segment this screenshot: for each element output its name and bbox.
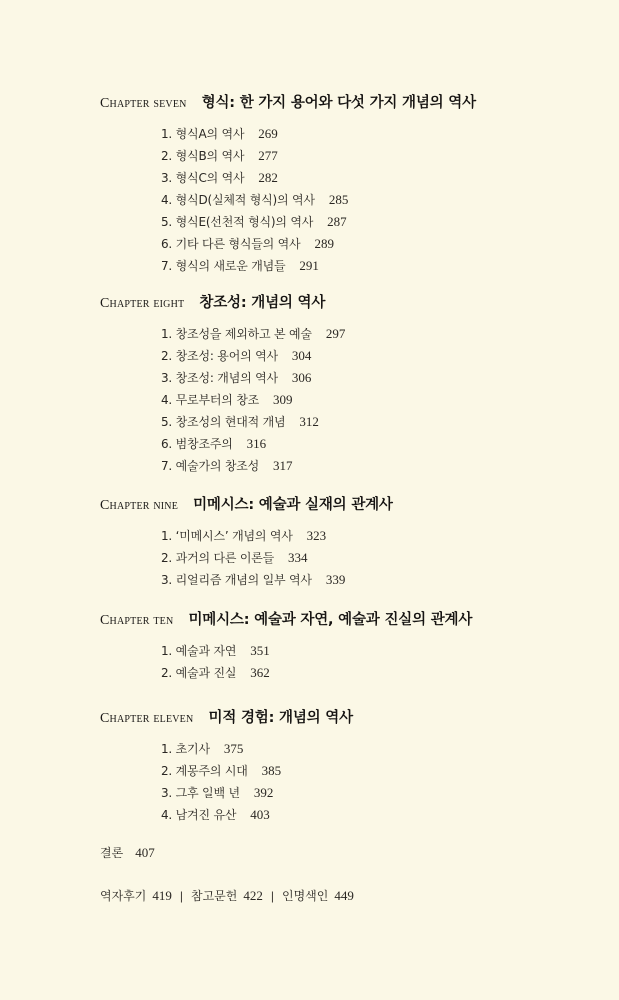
toc-entry[interactable] bbox=[161, 525, 600, 547]
toc-entry[interactable] bbox=[161, 662, 600, 684]
entry-page-number: 291 bbox=[299, 258, 319, 273]
chapter-ten bbox=[100, 607, 600, 684]
toc-entry[interactable] bbox=[161, 189, 600, 211]
section-list bbox=[100, 640, 600, 684]
entry-page-number: 282 bbox=[258, 170, 278, 185]
back-matter-line bbox=[100, 885, 354, 907]
entry-title: 1. ‘미메시스’ 개념의 역사 bbox=[161, 529, 293, 543]
toc-entry[interactable] bbox=[161, 345, 600, 367]
toc-entry[interactable] bbox=[161, 455, 600, 477]
entry-page-number: 277 bbox=[258, 148, 278, 163]
section-list bbox=[100, 123, 600, 277]
chapter-label: Chapter eleven bbox=[100, 711, 194, 726]
chapter-heading bbox=[100, 607, 600, 631]
chapter-nine bbox=[100, 492, 600, 591]
entry-page-number: 312 bbox=[299, 414, 319, 429]
toc-entry[interactable] bbox=[161, 760, 600, 782]
bibliography-page: 422 bbox=[243, 888, 263, 903]
toc-entry[interactable] bbox=[161, 211, 600, 233]
entry-title: 1. 초기사 bbox=[161, 742, 210, 756]
chapter-eleven bbox=[100, 705, 600, 826]
toc-entry[interactable] bbox=[161, 367, 600, 389]
entry-page-number: 289 bbox=[314, 236, 334, 251]
separator: | bbox=[179, 889, 183, 903]
back-matter-entry[interactable] bbox=[100, 889, 172, 903]
toc-entry[interactable] bbox=[161, 569, 600, 591]
entry-title: 2. 과거의 다른 이론들 bbox=[161, 551, 275, 565]
translator-afterword-page: 419 bbox=[152, 888, 172, 903]
entry-page-number: 323 bbox=[306, 528, 327, 543]
entry-page-number: 334 bbox=[288, 550, 308, 565]
entry-page-number: 287 bbox=[327, 214, 347, 229]
toc-entry[interactable] bbox=[161, 167, 600, 189]
toc-entry[interactable] bbox=[161, 547, 600, 569]
entry-title: 7. 예술가의 창조성 bbox=[161, 459, 260, 473]
entry-title: 3. 형식C의 역사 bbox=[161, 171, 245, 185]
toc-entry[interactable] bbox=[161, 411, 600, 433]
toc-entry[interactable] bbox=[161, 433, 600, 455]
chapter-seven bbox=[100, 90, 600, 277]
entry-title: 1. 형식A의 역사 bbox=[161, 127, 245, 141]
conclusion-title: 결론 bbox=[100, 846, 124, 860]
toc-entry[interactable] bbox=[161, 123, 600, 145]
chapter-title[interactable]: 형식: 한 가지 용어와 다섯 가지 개념의 역사 bbox=[201, 95, 476, 111]
entry-title: 1. 예술과 자연 bbox=[161, 644, 237, 658]
chapter-label: Chapter seven bbox=[100, 96, 187, 111]
conclusion-entry[interactable] bbox=[100, 843, 155, 863]
entry-page-number: 375 bbox=[223, 741, 244, 756]
name-index-page: 449 bbox=[334, 888, 354, 903]
entry-page-number: 309 bbox=[273, 392, 293, 407]
toc-entry[interactable] bbox=[161, 323, 600, 345]
chapter-heading bbox=[100, 492, 600, 516]
entry-title: 2. 형식B의 역사 bbox=[161, 149, 245, 163]
entry-title: 1. 창조성을 제외하고 본 예술 bbox=[161, 327, 312, 341]
chapter-label: Chapter eight bbox=[100, 296, 185, 311]
chapter-title[interactable]: 창조성: 개념의 역사 bbox=[199, 295, 326, 311]
entry-page-number: 403 bbox=[250, 807, 270, 822]
entry-title: 3. 그후 일백 년 bbox=[161, 786, 240, 800]
entry-title: 2. 창조성: 용어의 역사 bbox=[161, 349, 278, 363]
entry-page-number: 306 bbox=[291, 370, 312, 385]
toc-entry[interactable] bbox=[161, 738, 600, 760]
entry-page-number: 351 bbox=[250, 643, 270, 658]
chapter-title[interactable]: 미메시스: 예술과 자연, 예술과 진실의 관계사 bbox=[188, 612, 473, 628]
chapter-heading bbox=[100, 290, 600, 314]
chapter-eight bbox=[100, 290, 600, 477]
entry-title: 4. 무로부터의 창조 bbox=[161, 393, 260, 407]
back-matter-entry[interactable] bbox=[282, 889, 354, 903]
back-matter-entry[interactable] bbox=[191, 889, 263, 903]
toc-entry[interactable] bbox=[161, 804, 600, 826]
entry-page-number: 339 bbox=[325, 572, 346, 587]
entry-page-number: 297 bbox=[325, 326, 346, 341]
entry-title: 3. 리얼리즘 개념의 일부 역사 bbox=[161, 573, 312, 587]
chapter-heading bbox=[100, 705, 600, 729]
entry-page-number: 362 bbox=[250, 665, 270, 680]
entry-page-number: 392 bbox=[253, 785, 274, 800]
toc-entry[interactable] bbox=[161, 145, 600, 167]
entry-page-number: 316 bbox=[246, 436, 267, 451]
entry-page-number: 385 bbox=[261, 763, 282, 778]
section-list bbox=[100, 738, 600, 826]
entry-title: 3. 창조성: 개념의 역사 bbox=[161, 371, 278, 385]
entry-title: 6. 기타 다른 형식들의 역사 bbox=[161, 237, 301, 251]
bibliography-title: 참고문헌 bbox=[191, 889, 238, 903]
entry-title: 2. 예술과 진실 bbox=[161, 666, 237, 680]
entry-page-number: 317 bbox=[273, 458, 293, 473]
translator-afterword-title: 역자후기 bbox=[100, 889, 147, 903]
separator: | bbox=[270, 889, 274, 903]
chapter-label: Chapter nine bbox=[100, 498, 179, 513]
name-index-title: 인명색인 bbox=[282, 889, 329, 903]
entry-page-number: 269 bbox=[258, 126, 278, 141]
entry-title: 2. 계몽주의 시대 bbox=[161, 764, 248, 778]
toc-entry[interactable] bbox=[161, 233, 600, 255]
entry-title: 5. 창조성의 현대적 개념 bbox=[161, 415, 286, 429]
toc-entry[interactable] bbox=[161, 255, 600, 277]
section-list bbox=[100, 525, 600, 591]
conclusion-page-number: 407 bbox=[135, 845, 155, 860]
entry-title: 4. 남겨진 유산 bbox=[161, 808, 237, 822]
entry-title: 6. 범창조주의 bbox=[161, 437, 233, 451]
toc-entry[interactable] bbox=[161, 782, 600, 804]
entry-page-number: 304 bbox=[291, 348, 312, 363]
chapter-title[interactable]: 미적 경험: 개념의 역사 bbox=[208, 710, 353, 726]
chapter-heading bbox=[100, 90, 600, 114]
entry-page-number: 285 bbox=[328, 192, 349, 207]
section-list bbox=[100, 323, 600, 477]
toc-entry[interactable] bbox=[161, 640, 600, 662]
entry-title: 7. 형식의 새로운 개념들 bbox=[161, 259, 286, 273]
chapter-title[interactable]: 미메시스: 예술과 실재의 관계사 bbox=[193, 497, 393, 513]
chapter-label: Chapter ten bbox=[100, 613, 174, 628]
entry-title: 4. 형식D(실체적 형식)의 역사 bbox=[161, 193, 315, 207]
entry-title: 5. 형식E(선천적 형식)의 역사 bbox=[161, 215, 314, 229]
toc-entry[interactable] bbox=[161, 389, 600, 411]
